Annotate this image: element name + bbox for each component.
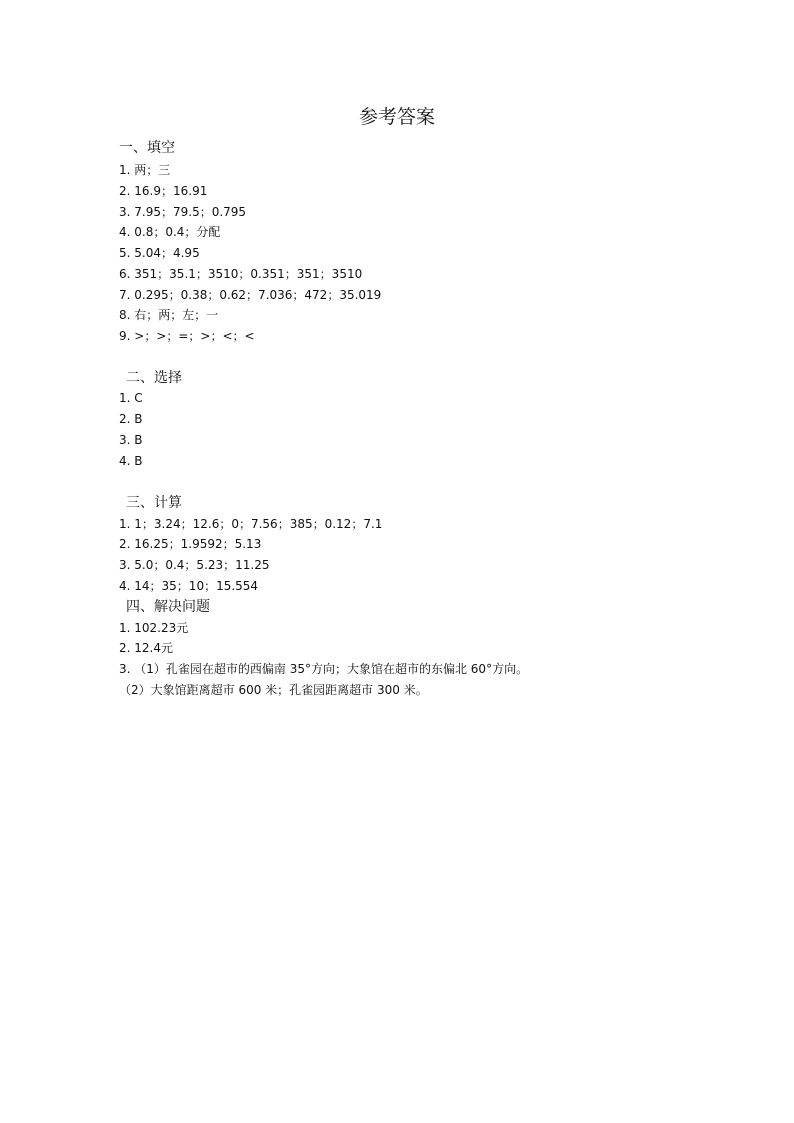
fill-answer-4: 4. 0.8；0.4；分配 [119, 225, 221, 239]
fill-answer-2: 2. 16.9；16.91 [119, 184, 208, 198]
calc-answer-3: 3. 5.0；0.4；5.23；11.25 [119, 558, 270, 572]
fill-answer-6: 6. 351；35.1；3510；0.351；351；3510 [119, 267, 363, 281]
calc-answer-1: 1. 1；3.24；12.6；0；7.56；385；0.12；7.1 [119, 517, 383, 531]
choice-answer-4: 4. B [119, 454, 143, 468]
choice-answer-2: 2. B [119, 412, 143, 426]
fill-answer-7: 7. 0.295；0.38；0.62；7.036；472；35.019 [119, 288, 382, 302]
fill-answer-9: 9. >；>；=；>；<；< [119, 329, 255, 343]
solve-answer-1: 1. 102.23元 [119, 621, 189, 635]
calc-answer-2: 2. 16.25；1.9592；5.13 [119, 537, 262, 551]
calc-answer-4: 4. 14；35；10；15.554 [119, 579, 259, 593]
solve-answer-3-part-1: 3. （1）孔雀园在超市的西偏南 35°方向；大象馆在超市的东偏北 60°方向。 [119, 662, 529, 676]
choice-answer-3: 3. B [119, 433, 143, 447]
section-heading-calc: 三、计算 [126, 495, 182, 511]
solve-answer-3-part-2: （2）大象馆距离超市 600 米；孔雀园距离超市 300 米。 [119, 683, 428, 697]
fill-answer-1: 1. 两；三 [119, 163, 171, 177]
fill-answer-5: 5. 5.04；4.95 [119, 246, 200, 260]
section-heading-fill: 一、填空 [119, 140, 175, 156]
fill-answer-3: 3. 7.95；79.5；0.795 [119, 205, 247, 219]
page-title: 参考答案 [358, 106, 435, 128]
section-heading-choice: 二、选择 [126, 370, 182, 386]
section-heading-solve: 四、解决问题 [126, 599, 210, 615]
solve-answer-2: 2. 12.4元 [119, 641, 173, 655]
fill-answer-8: 8. 右；两；左；一 [119, 308, 219, 322]
choice-answer-1: 1. C [119, 391, 143, 405]
